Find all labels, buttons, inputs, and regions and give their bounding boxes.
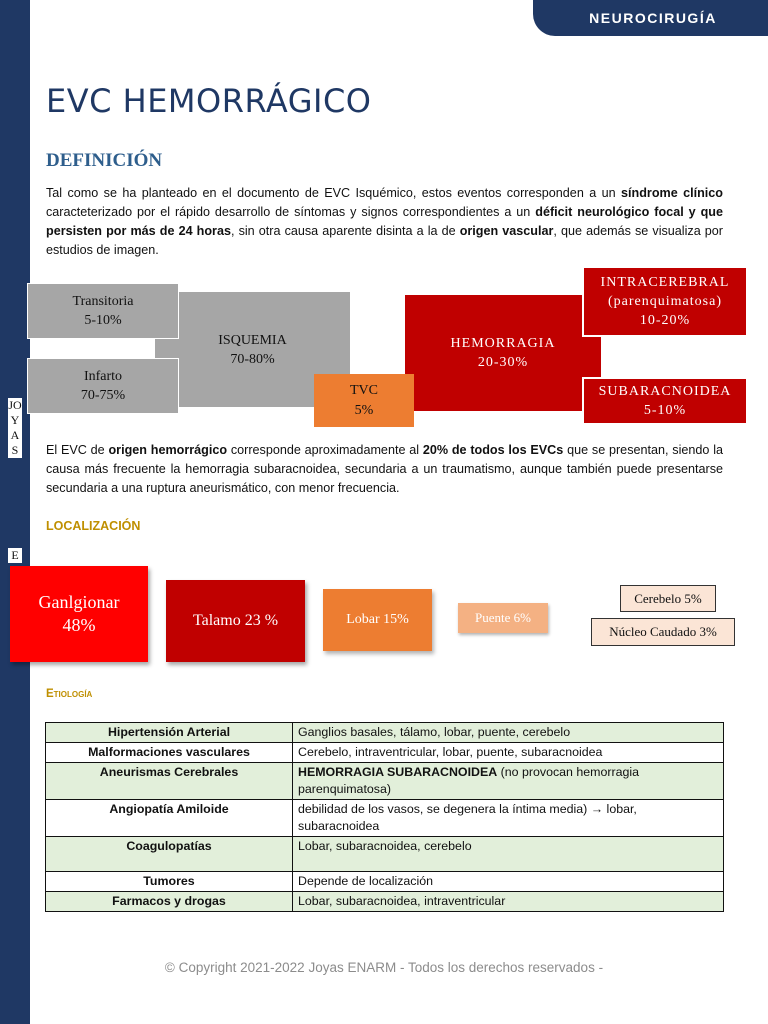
cause-cell: Hipertensión Arterial bbox=[46, 723, 293, 743]
table-row bbox=[46, 892, 724, 912]
tvc-value: 5% bbox=[354, 402, 374, 418]
table-row bbox=[46, 872, 724, 892]
talamo-box bbox=[166, 580, 305, 662]
ganglionar-box bbox=[10, 566, 148, 662]
transitoria-value: 5-10% bbox=[84, 313, 122, 328]
transitoria-label: Transitoria bbox=[72, 294, 134, 309]
cause-cell: Tumores bbox=[46, 872, 293, 892]
puente-box bbox=[458, 603, 548, 633]
table-row bbox=[46, 723, 724, 743]
tvc-box bbox=[314, 374, 414, 427]
hemorragia-value: 20-30% bbox=[477, 355, 529, 370]
location-cell: Cerebelo, intraventricular, lobar, puente, subaracnoidea bbox=[293, 743, 724, 763]
location-cell: Lobar, subaracnoidea, cerebelo bbox=[293, 837, 724, 872]
page-title: EVC HEMORRÁGICO bbox=[46, 82, 372, 120]
location-cell: Lobar, subaracnoidea, intraventricular bbox=[293, 892, 724, 912]
isquemia-label: ISQUEMIA bbox=[218, 332, 287, 348]
infarto-value: 70-75% bbox=[80, 388, 126, 403]
subaracnoidea-box bbox=[582, 377, 748, 425]
cerebelo-label: Cerebelo 5% bbox=[634, 590, 702, 606]
caudado-box bbox=[591, 618, 735, 646]
intracerebral-sub: (parenquimatosa) bbox=[608, 294, 722, 309]
table-row bbox=[46, 800, 724, 837]
cause-cell: Angiopatía Amiloide bbox=[46, 800, 293, 837]
table-row bbox=[46, 837, 724, 872]
location-cell: Depende de localización bbox=[293, 872, 724, 892]
intracerebral-label: INTRACEREBRAL bbox=[600, 275, 730, 290]
cause-cell: Coagulopatías bbox=[46, 837, 293, 872]
etiologia-table bbox=[45, 722, 724, 912]
cause-cell: Aneurismas Cerebrales bbox=[46, 763, 293, 800]
cause-cell: Malformaciones vasculares bbox=[46, 743, 293, 763]
location-cell: HEMORRAGIA SUBARACNOIDEA (no provocan hemorragia parenquimatosa) bbox=[293, 763, 724, 800]
lobar-box bbox=[323, 589, 432, 651]
infarto-box bbox=[27, 358, 179, 414]
origen-paragraph: El EVC de origen hemorrágico corresponde aproximadamente al 20% de todos los EVCs que se presentan, siendo la causa más frecuente la hemorragia subaracnoidea, secundaria a un traumatismo, aunque también puede presentarse secundaria a una ruptura aneurismático, con menor frecuencia. bbox=[46, 443, 723, 495]
intracerebral-value: 10-20% bbox=[639, 313, 691, 328]
localizacion-heading: LOCALIZACIÓN bbox=[46, 519, 141, 533]
definicion-heading: DEFINICIÓN bbox=[46, 150, 163, 171]
caudado-label: Núcleo Caudado 3% bbox=[609, 624, 717, 639]
hemorragia-box bbox=[405, 295, 601, 411]
talamo-label: Talamo 23 % bbox=[192, 612, 279, 629]
intracerebral-box bbox=[582, 266, 748, 337]
left-sidebar-bar bbox=[0, 0, 30, 1024]
isquemia-value: 70-80% bbox=[230, 351, 275, 367]
hemorragia-label: HEMORRAGIA bbox=[450, 336, 556, 351]
tvc-label: TVC bbox=[350, 382, 378, 398]
transitoria-box bbox=[27, 283, 179, 339]
copyright-footer: © Copyright 2021-2022 Joyas ENARM - Todos los derechos reservados - bbox=[164, 960, 604, 975]
definicion-paragraph: Tal como se ha planteado en el documento de EVC Isquémico, estos eventos corresponden a un síndrome clínico caracteterizado por el rápido desarrollo de síntomas y signos correspondientes a un déficit neurológico focal y que persisten por más de 24 horas, sin otra causa aparente disinta a la de origen vascular, que además se visualiza por estudios de imagen. bbox=[46, 186, 724, 257]
cause-cell: Farmacos y drogas bbox=[46, 892, 293, 912]
subaracnoidea-label: SUBARACNOIDEA bbox=[598, 384, 732, 399]
ganglionar-label: Ganlgionar bbox=[38, 592, 120, 612]
puente-label: Puente 6% bbox=[475, 610, 531, 625]
lobar-label: Lobar 15% bbox=[346, 612, 409, 627]
section-tab: NEUROCIRUGÍA bbox=[533, 0, 768, 36]
infarto-label: Infarto bbox=[83, 369, 123, 384]
sidebar-letter: E bbox=[8, 548, 22, 563]
table-row bbox=[46, 763, 724, 800]
cerebelo-box bbox=[620, 585, 716, 612]
etiologia-heading: Etiología bbox=[46, 688, 93, 700]
subaracnoidea-value: 5-10% bbox=[643, 403, 687, 418]
table-row bbox=[46, 743, 724, 763]
location-cell: Ganglios basales, tálamo, lobar, puente, cerebelo bbox=[293, 723, 724, 743]
location-cell: debilidad de los vasos, se degenera la íntima media) → lobar, subaracnoidea bbox=[293, 800, 724, 837]
ganglionar-value: 48% bbox=[62, 615, 96, 635]
sidebar-vertical-text: JOYAS bbox=[8, 398, 22, 457]
